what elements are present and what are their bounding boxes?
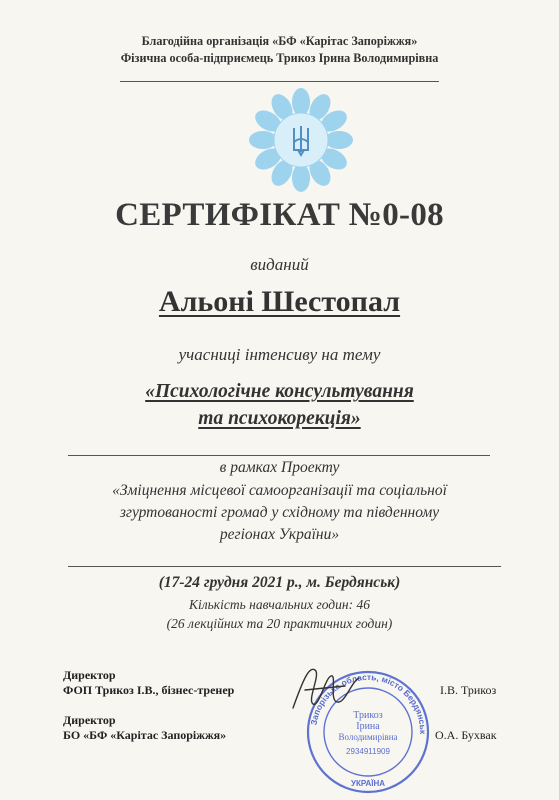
project-title-line-3: регіонах України» (219, 526, 340, 543)
project-title-line-1: «Зміцнення місцевої самоорганізації та соціальної (112, 482, 447, 499)
training-hours: Кількість навчальних годин: 46 (189, 597, 370, 612)
participant-label: учасниці інтенсиву на тему (178, 345, 381, 364)
stamp-center-line-1: Трикоз (353, 710, 383, 721)
header-divider (120, 81, 439, 82)
project-intro: в рамках Проекту (219, 459, 340, 476)
stamp-number: 2934911909 (346, 747, 390, 756)
director-2-name: БО «БФ «Карітас Запоріжжя» (63, 728, 227, 742)
topic-line-1: «Психологічне консультування (145, 381, 414, 402)
topic-line-1-wrapper (0, 381, 559, 403)
recipient-name-wrapper (0, 285, 559, 319)
topic-line-2: та психокорекція» (198, 408, 361, 429)
project-divider (68, 566, 501, 567)
stamp-country: УКРАЇНА (350, 779, 386, 788)
handwritten-signature (285, 660, 375, 720)
ukraine-trident-emblem-icon (226, 88, 376, 192)
recipient-name: Альоні Шестопал (158, 285, 401, 318)
director-1-signature-name: І.В. Трикоз (440, 683, 497, 697)
topic-divider (68, 455, 490, 456)
stamp-center-line-3: Володимирівна (338, 732, 398, 742)
project-title-line-2: згуртованості громад у східному та південному (119, 504, 440, 521)
stamp-ring-text: Запорізька область, місто Бердянськ (308, 671, 429, 735)
director-2-title: Директор (63, 713, 116, 727)
stamp-center-line-2: Ірина (356, 721, 380, 732)
director-1-title: Директор (63, 668, 116, 682)
director-2-signature-name: О.А. Бухвак (435, 728, 497, 742)
training-hours-detail: (26 лекційних та 20 практичних годин) (166, 616, 393, 631)
certificate-title: СЕРТИФІКАТ №0-08 (115, 197, 444, 233)
topic-line-2-wrapper (0, 408, 559, 430)
issued-label: виданий (250, 255, 309, 274)
event-dates: (17-24 грудня 2021 р., м. Бердянськ) (158, 574, 401, 591)
organization-line-2: Фізична особа-підприємець Трикоз Ірина Володимирівна (120, 51, 439, 65)
organization-line-1: Благодійна організація «БФ «Карітас Запоріжжя» (141, 34, 418, 48)
director-1-name: ФОП Трикоз І.В., бізнес-тренер (63, 683, 235, 697)
